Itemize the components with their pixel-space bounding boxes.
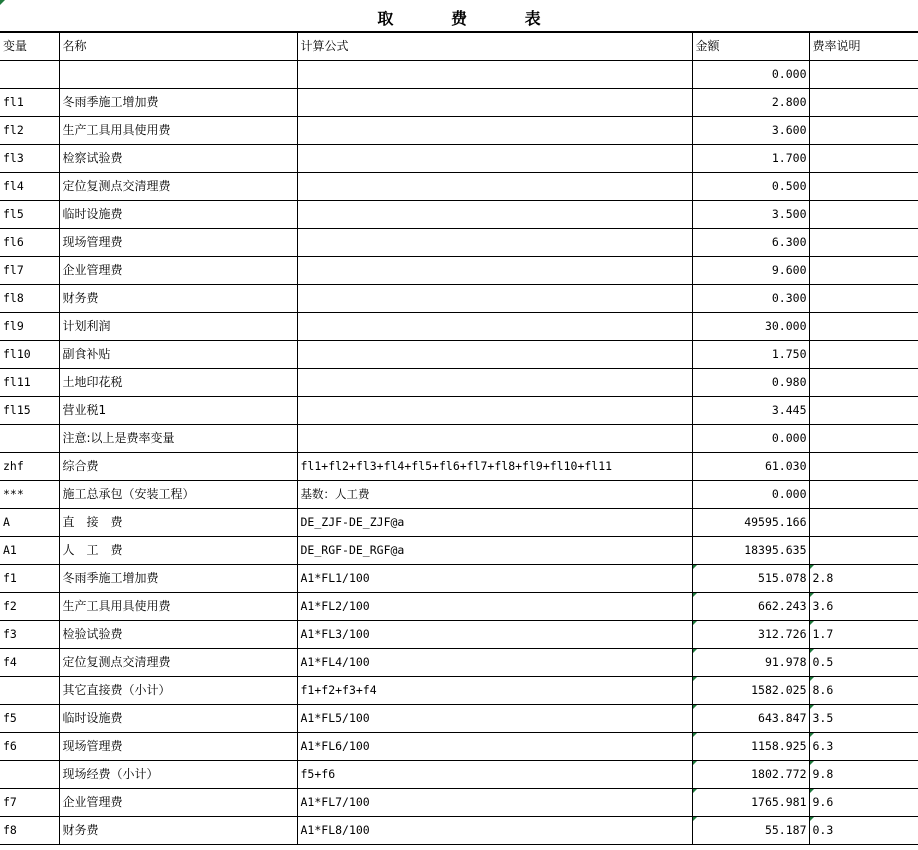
cell-amount[interactable]: 662.243: [692, 593, 809, 621]
cell-name[interactable]: 财务费: [59, 817, 297, 845]
cell-amount[interactable]: 2.800: [692, 89, 809, 117]
cell-formula[interactable]: [297, 313, 692, 341]
cell-variable[interactable]: fl8: [0, 285, 59, 313]
table-row: [0, 789, 918, 817]
cell-amount[interactable]: 1802.772: [692, 761, 809, 789]
cell-rate-note[interactable]: 1.7: [809, 621, 918, 649]
cell-formula[interactable]: DE_ZJF-DE_ZJF@a: [297, 509, 692, 537]
cell-name[interactable]: 冬雨季施工增加费: [59, 565, 297, 593]
page-title: 取 费 表: [377, 9, 567, 28]
cell-amount[interactable]: 0.300: [692, 285, 809, 313]
cell-variable[interactable]: zhf: [0, 453, 59, 481]
table-row: [0, 677, 918, 705]
cell-variable[interactable]: fl3: [0, 145, 59, 173]
cell-name[interactable]: 企业管理费: [59, 257, 297, 285]
cell-amount[interactable]: 0.000: [692, 481, 809, 509]
header-formula[interactable]: 计算公式: [297, 33, 692, 61]
cell-formula[interactable]: 基数：人工费: [297, 481, 692, 509]
table-row: [0, 201, 918, 229]
cell-name[interactable]: 现场管理费: [59, 229, 297, 257]
cell-variable[interactable]: fl11: [0, 369, 59, 397]
table-row: [0, 369, 918, 397]
cell-formula[interactable]: [297, 397, 692, 425]
cell-rate-note[interactable]: 2.8: [809, 565, 918, 593]
cell-variable[interactable]: ***: [0, 481, 59, 509]
cell-amount[interactable]: 312.726: [692, 621, 809, 649]
cell-amount[interactable]: 3.445: [692, 397, 809, 425]
table-row: [0, 425, 918, 453]
table-row: [0, 733, 918, 761]
cell-rate-note[interactable]: 8.6: [809, 677, 918, 705]
table-row: [0, 145, 918, 173]
cell-amount[interactable]: 91.978: [692, 649, 809, 677]
cell-name[interactable]: 副食补贴: [59, 341, 297, 369]
cell-amount[interactable]: 3.600: [692, 117, 809, 145]
cell-name[interactable]: 现场管理费: [59, 733, 297, 761]
table-row: [0, 761, 918, 789]
cell-name[interactable]: 财务费: [59, 285, 297, 313]
cell-name[interactable]: 检察试验费: [59, 145, 297, 173]
cell-amount[interactable]: 1158.925: [692, 733, 809, 761]
cell-amount[interactable]: 1765.981: [692, 789, 809, 817]
cell-name[interactable]: 生产工具用具使用费: [59, 593, 297, 621]
cell-rate-note[interactable]: [809, 201, 918, 229]
cell-rate-note[interactable]: 9.8: [809, 761, 918, 789]
cell-amount[interactable]: 0.000: [692, 61, 809, 89]
cell-amount[interactable]: 61.030: [692, 453, 809, 481]
cell-formula[interactable]: A1*FL5/100: [297, 705, 692, 733]
table-row: [0, 481, 918, 509]
cell-variable[interactable]: [0, 761, 59, 789]
cell-formula[interactable]: [297, 145, 692, 173]
cell-variable[interactable]: fl1: [0, 89, 59, 117]
cell-amount[interactable]: 643.847: [692, 705, 809, 733]
cell-formula[interactable]: [297, 117, 692, 145]
cell-amount[interactable]: 0.500: [692, 173, 809, 201]
table-row: [0, 593, 918, 621]
cell-formula[interactable]: fl1+fl2+fl3+fl4+fl5+fl6+fl7+fl8+fl9+fl10+fl11: [297, 453, 692, 481]
table-row: [0, 565, 918, 593]
cell-rate-note[interactable]: [809, 369, 918, 397]
cell-name[interactable]: 现场经费（小计）: [59, 761, 297, 789]
cell-formula[interactable]: [297, 89, 692, 117]
cell-formula[interactable]: [297, 285, 692, 313]
cell-rate-note[interactable]: [809, 229, 918, 257]
cell-rate-note[interactable]: 0.5: [809, 649, 918, 677]
cell-rate-note[interactable]: [809, 481, 918, 509]
cell-rate-note[interactable]: 3.5: [809, 705, 918, 733]
cell-formula[interactable]: [297, 341, 692, 369]
cell-variable[interactable]: fl9: [0, 313, 59, 341]
cell-name[interactable]: 生产工具用具使用费: [59, 117, 297, 145]
table-row: [0, 61, 918, 89]
cell-rate-note[interactable]: [809, 285, 918, 313]
cell-rate-note[interactable]: [809, 341, 918, 369]
cell-variable[interactable]: f2: [0, 593, 59, 621]
cell-rate-note[interactable]: [809, 397, 918, 425]
header-amount[interactable]: 金额: [692, 33, 809, 61]
cell-amount[interactable]: 55.187: [692, 817, 809, 845]
cell-rate-note[interactable]: [809, 257, 918, 285]
cell-variable[interactable]: fl2: [0, 117, 59, 145]
cell-rate-note[interactable]: [809, 173, 918, 201]
cell-amount[interactable]: 3.500: [692, 201, 809, 229]
cell-variable[interactable]: fl15: [0, 397, 59, 425]
table-row: [0, 229, 918, 257]
cell-name[interactable]: 临时设施费: [59, 201, 297, 229]
cell-formula[interactable]: [297, 61, 692, 89]
cell-name[interactable]: 定位复测点交清理费: [59, 173, 297, 201]
cell-amount[interactable]: 0.000: [692, 425, 809, 453]
cell-variable[interactable]: fl4: [0, 173, 59, 201]
cell-variable[interactable]: fl6: [0, 229, 59, 257]
cell-rate-note[interactable]: [809, 509, 918, 537]
cell-variable[interactable]: A: [0, 509, 59, 537]
table-row: [0, 117, 918, 145]
table-row: [0, 341, 918, 369]
cell-variable[interactable]: [0, 61, 59, 89]
cell-rate-note[interactable]: 9.6: [809, 789, 918, 817]
cell-name[interactable]: 综合费: [59, 453, 297, 481]
cell-name[interactable]: 直 接 费: [59, 509, 297, 537]
cell-variable[interactable]: f7: [0, 789, 59, 817]
table-row: [0, 173, 918, 201]
cell-formula[interactable]: [297, 425, 692, 453]
cell-variable[interactable]: fl10: [0, 341, 59, 369]
table-row: [0, 621, 918, 649]
table-row: [0, 649, 918, 677]
cell-rate-note[interactable]: [809, 313, 918, 341]
cell-variable[interactable]: f5: [0, 705, 59, 733]
cell-rate-note[interactable]: [809, 117, 918, 145]
cell-rate-note[interactable]: 0.3: [809, 817, 918, 845]
cell-name[interactable]: 营业税1: [59, 397, 297, 425]
cell-formula[interactable]: A1*FL6/100: [297, 733, 692, 761]
header-row: [0, 33, 918, 61]
cell-formula[interactable]: f1+f2+f3+f4: [297, 677, 692, 705]
table-row: [0, 705, 918, 733]
cell-name[interactable]: 企业管理费: [59, 789, 297, 817]
cell-rate-note[interactable]: [809, 453, 918, 481]
cell-rate-note[interactable]: [809, 61, 918, 89]
cell-formula[interactable]: A1*FL8/100: [297, 817, 692, 845]
cell-formula[interactable]: A1*FL3/100: [297, 621, 692, 649]
header-rate-note[interactable]: 费率说明: [809, 33, 918, 61]
cell-name[interactable]: [59, 61, 297, 89]
cell-name[interactable]: 注意:以上是费率变量: [59, 425, 297, 453]
cell-variable[interactable]: fl5: [0, 201, 59, 229]
cell-variable[interactable]: f4: [0, 649, 59, 677]
cell-amount[interactable]: 1.700: [692, 145, 809, 173]
table-row: [0, 509, 918, 537]
cell-variable[interactable]: [0, 425, 59, 453]
cell-variable[interactable]: f3: [0, 621, 59, 649]
cell-variable[interactable]: A1: [0, 537, 59, 565]
cell-variable[interactable]: [0, 677, 59, 705]
cell-formula[interactable]: [297, 229, 692, 257]
cell-rate-note[interactable]: [809, 89, 918, 117]
cell-amount[interactable]: 1.750: [692, 341, 809, 369]
cell-name[interactable]: 临时设施费: [59, 705, 297, 733]
table-row: [0, 537, 918, 565]
cell-rate-note[interactable]: 6.3: [809, 733, 918, 761]
cell-name[interactable]: 计划利润: [59, 313, 297, 341]
cell-amount[interactable]: 6.300: [692, 229, 809, 257]
title-row[interactable]: [0, 0, 918, 32]
cell-rate-note[interactable]: [809, 145, 918, 173]
cell-formula[interactable]: DE_RGF-DE_RGF@a: [297, 537, 692, 565]
cell-rate-note[interactable]: [809, 425, 918, 453]
table-row: [0, 313, 918, 341]
cell-amount[interactable]: 18395.635: [692, 537, 809, 565]
cell-formula[interactable]: [297, 201, 692, 229]
cell-formula[interactable]: A1*FL2/100: [297, 593, 692, 621]
cell-formula[interactable]: [297, 257, 692, 285]
table-row: [0, 453, 918, 481]
cell-formula[interactable]: A1*FL1/100: [297, 565, 692, 593]
cell-variable[interactable]: f6: [0, 733, 59, 761]
cell-variable[interactable]: f8: [0, 817, 59, 845]
cell-name[interactable]: 人 工 费: [59, 537, 297, 565]
cell-rate-note[interactable]: 3.6: [809, 593, 918, 621]
header-variable[interactable]: 变量: [0, 33, 59, 61]
cell-variable[interactable]: fl7: [0, 257, 59, 285]
table-row: [0, 817, 918, 845]
cell-variable[interactable]: f1: [0, 565, 59, 593]
fee-table: [0, 32, 918, 845]
cell-formula[interactable]: f5+f6: [297, 761, 692, 789]
cell-name[interactable]: 施工总承包（安装工程）: [59, 481, 297, 509]
cell-amount[interactable]: 30.000: [692, 313, 809, 341]
cell-formula[interactable]: [297, 369, 692, 397]
cell-name[interactable]: 检验试验费: [59, 621, 297, 649]
table-row: [0, 397, 918, 425]
cell-amount[interactable]: 0.980: [692, 369, 809, 397]
cell-rate-note[interactable]: [809, 537, 918, 565]
cell-formula[interactable]: A1*FL4/100: [297, 649, 692, 677]
cell-name[interactable]: 定位复测点交清理费: [59, 649, 297, 677]
cell-name[interactable]: 其它直接费（小计）: [59, 677, 297, 705]
table-row: [0, 257, 918, 285]
cell-formula[interactable]: [297, 173, 692, 201]
cell-amount[interactable]: 1582.025: [692, 677, 809, 705]
cell-amount[interactable]: 9.600: [692, 257, 809, 285]
cell-amount[interactable]: 515.078: [692, 565, 809, 593]
cell-name[interactable]: 土地印花税: [59, 369, 297, 397]
cell-formula[interactable]: A1*FL7/100: [297, 789, 692, 817]
table-row: [0, 285, 918, 313]
cell-name[interactable]: 冬雨季施工增加费: [59, 89, 297, 117]
table-row: [0, 89, 918, 117]
header-name[interactable]: 名称: [59, 33, 297, 61]
cell-amount[interactable]: 49595.166: [692, 509, 809, 537]
